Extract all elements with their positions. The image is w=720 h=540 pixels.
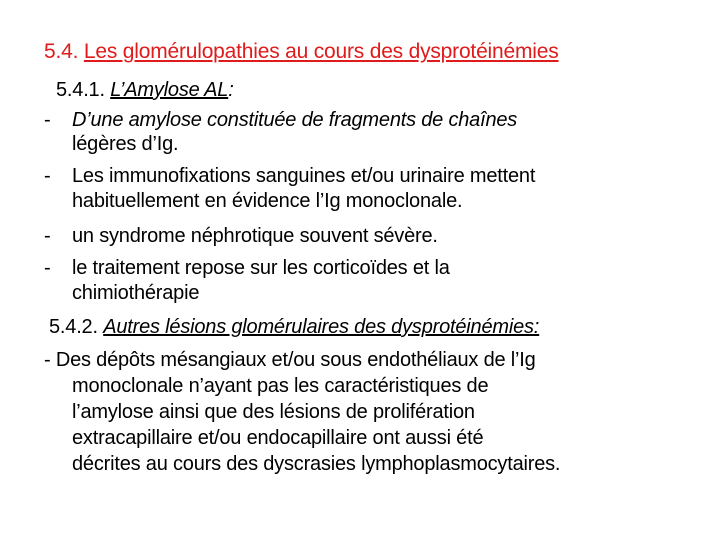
bullet-dash: - bbox=[44, 109, 51, 131]
bullet-dash: - bbox=[44, 225, 51, 247]
section1-number: 5.4.1. bbox=[56, 79, 105, 101]
section2-bullet-line-4: extracapillaire et/ou endocapillaire ont aussi été bbox=[72, 427, 484, 449]
section1-heading bbox=[56, 78, 234, 102]
bullet-4-line-1: le traitement repose sur les corticoïdes et la bbox=[72, 257, 450, 279]
slide-title bbox=[44, 40, 559, 64]
bullet-2 bbox=[44, 164, 50, 188]
bullet-4 bbox=[44, 256, 50, 280]
bullet-1 bbox=[44, 108, 50, 132]
bullet-1-line-2: légères d’Ig. bbox=[72, 133, 179, 155]
section2-bullet-line-2: monoclonale n’ayant pas les caractéristiques de bbox=[72, 375, 489, 397]
bullet-2-line-1: Les immunofixations sanguines et/ou urinaire mettent bbox=[72, 165, 536, 187]
section1-colon: : bbox=[228, 79, 234, 101]
bullet-4-line-2: chimiothérapie bbox=[72, 282, 200, 304]
section2-heading-text: Autres lésions glomérulaires des dysprotéinémies: bbox=[103, 316, 540, 338]
bullet-2-line-2: habituellement en évidence l’Ig monoclonale. bbox=[72, 190, 463, 212]
section2-number: 5.4.2. bbox=[49, 316, 98, 338]
section2-bullet-line-1: Des dépôts mésangiaux et/ou sous endothéliaux de l’Ig bbox=[55, 349, 536, 371]
bullet-dash: - bbox=[44, 257, 51, 279]
section2-heading bbox=[49, 315, 539, 339]
section2-bullet bbox=[44, 348, 536, 372]
bullet-dash: - bbox=[44, 165, 51, 187]
bullet-1-line-1: D’une amylose constituée de fragments de chaînes bbox=[72, 109, 518, 131]
title-number: 5.4. bbox=[44, 40, 79, 63]
bullet-3-line-1: un syndrome néphrotique souvent sévère. bbox=[72, 225, 438, 247]
section2-bullet-line-3: l’amylose ainsi que des lésions de prolifération bbox=[72, 401, 475, 423]
section2-bullet-line-5: décrites au cours des dyscrasies lymphoplasmocytaires. bbox=[72, 453, 561, 475]
bullet-dash: - bbox=[44, 349, 51, 371]
title-text: Les glomérulopathies au cours des dysprotéinémies bbox=[83, 40, 559, 63]
section1-heading-text: L’Amylose AL bbox=[110, 79, 229, 101]
bullet-3 bbox=[44, 224, 50, 248]
